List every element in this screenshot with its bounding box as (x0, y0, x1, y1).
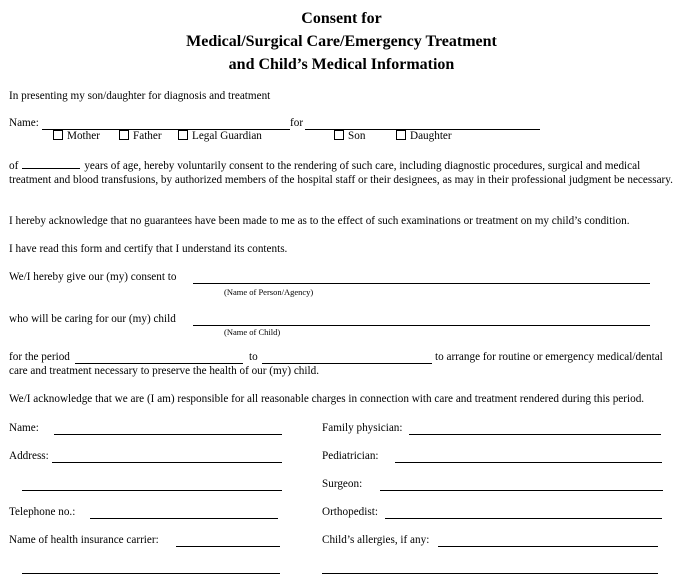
guarantees-text: I hereby acknowledge that no guarantees have been made to me as to the effect of such examinations or treatment on my child’s condition. (9, 215, 630, 227)
son-option[interactable] (334, 130, 365, 142)
insurance-field-label: Name of health insurance carrier: (9, 534, 159, 546)
son-checkbox[interactable] (334, 130, 344, 140)
age-prefix: of (9, 160, 19, 172)
child-name-field-line[interactable] (193, 325, 650, 326)
form-title-line2: Medical/Surgical Care/Emergency Treatment (186, 33, 497, 50)
person-agency-line[interactable] (193, 283, 650, 284)
mother-option[interactable] (53, 130, 100, 142)
age-paragraph-text: years of age, hereby voluntarily consent to the rendering of such care, including diagnostic procedures, surgical and medical treatment and blood transfusions, by authorized members of the hospital staff or their designees, as may in their professional judgment be necessary. (9, 160, 673, 186)
name-field-line[interactable] (54, 434, 282, 435)
surgeon-label: Surgeon: (322, 478, 363, 490)
daughter-label: Daughter (410, 130, 452, 142)
allergies-line-2[interactable] (322, 573, 658, 574)
form-title-line1: Consent for (301, 10, 382, 27)
mother-checkbox[interactable] (53, 130, 63, 140)
pediatrician-line[interactable] (395, 462, 662, 463)
insurance-field-line[interactable] (176, 546, 280, 547)
daughter-checkbox[interactable] (396, 130, 406, 140)
period-end-line[interactable] (262, 363, 432, 364)
period-to: to (249, 351, 258, 363)
name-field-label: Name: (9, 422, 39, 434)
father-option[interactable] (119, 130, 162, 142)
consent-to-label: We/I hereby give our (my) consent to (9, 271, 177, 283)
telephone-field-line[interactable] (90, 518, 278, 519)
for-label: for (290, 117, 304, 129)
person-agency-caption: (Name of Person/Agency) (224, 287, 314, 297)
period-prefix: for the period (9, 351, 70, 363)
telephone-field-label: Telephone no.: (9, 506, 76, 518)
address-field-line-2[interactable] (22, 490, 282, 491)
age-field-line[interactable] (22, 159, 80, 169)
legal-guardian-checkbox[interactable] (178, 130, 188, 140)
form-title-line3: and Child’s Medical Information (228, 56, 455, 73)
intro-text: In presenting my son/daughter for diagnosis and treatment (9, 90, 271, 102)
period-start-line[interactable] (75, 363, 243, 364)
charges-text: We/I acknowledge that we are (I am) responsible for all reasonable charges in connection with care and treatment rendered during this period. (9, 393, 645, 405)
address-field-label: Address: (9, 450, 49, 462)
family-physician-label: Family physician: (322, 422, 403, 434)
child-name-caption: (Name of Child) (224, 327, 281, 337)
insurance-field-line-2[interactable] (22, 573, 280, 574)
orthopedist-line[interactable] (385, 518, 662, 519)
son-label: Son (348, 130, 366, 142)
caring-for-label: who will be caring for our (my) child (9, 313, 176, 325)
pediatrician-label: Pediatrician: (322, 450, 379, 462)
legal-guardian-label: Legal Guardian (192, 130, 262, 142)
orthopedist-label: Orthopedist: (322, 506, 378, 518)
daughter-option[interactable] (396, 130, 452, 142)
allergies-label: Child’s allergies, if any: (322, 534, 430, 546)
allergies-line[interactable] (438, 546, 658, 547)
father-label: Father (133, 130, 162, 142)
address-field-line[interactable] (52, 462, 282, 463)
name-label: Name: (9, 117, 39, 129)
consent-paragraph (9, 159, 673, 187)
legal-guardian-option[interactable] (178, 130, 262, 142)
surgeon-line[interactable] (380, 490, 663, 491)
certify-text: I have read this form and certify that I understand its contents. (9, 243, 288, 255)
father-checkbox[interactable] (119, 130, 129, 140)
period-suffix: to arrange for routine or emergency medical/dental (435, 351, 663, 363)
period-line2: care and treatment necessary to preserve the health of our (my) child. (9, 365, 320, 377)
mother-label: Mother (67, 130, 100, 142)
family-physician-line[interactable] (409, 434, 661, 435)
